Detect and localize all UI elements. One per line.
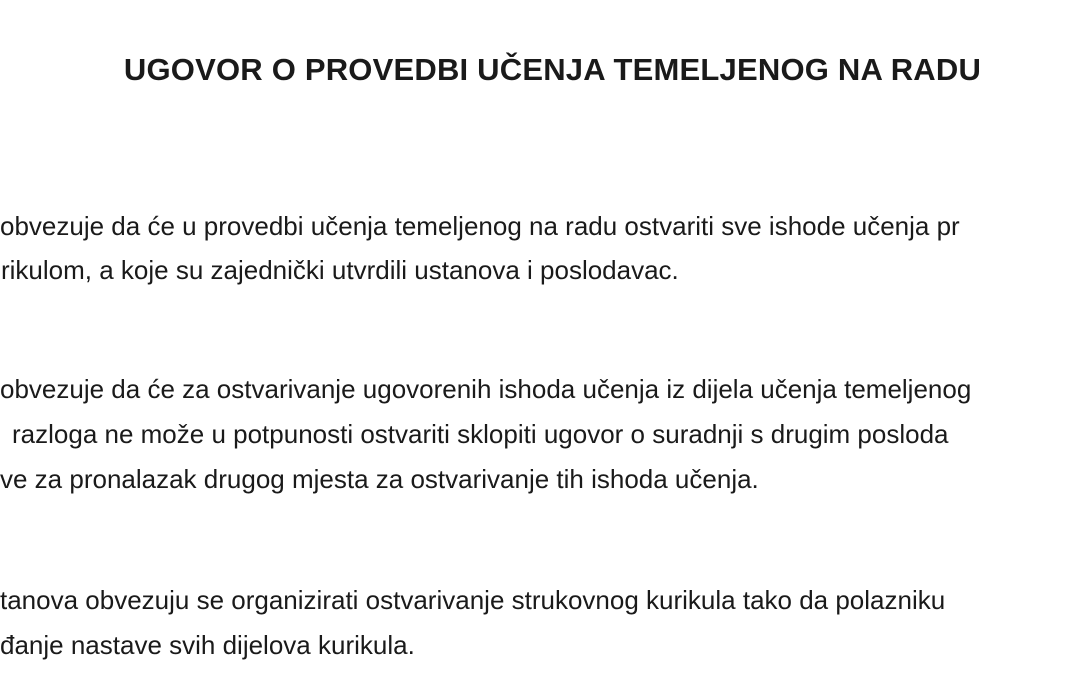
paragraph-line: tanova obvezuju se organizirati ostvarivanje strukovnog kurikula tako da polazniku (0, 585, 946, 615)
paragraph-line: razloga ne može u potpunosti ostvariti sklopiti ugovor o suradnji s drugim posloda (12, 419, 949, 449)
paragraph-line: đanje nastave svih dijelova kurikula. (0, 630, 415, 660)
document-title: UGOVOR O PROVEDBI UČENJA TEMELJENOG NA RADU (123, 52, 982, 87)
paragraph-line: obvezuje da će za ostvarivanje ugovorenih ishoda učenja iz dijela učenja temeljenog (0, 374, 972, 404)
paragraph-line: ve za pronalazak drugog mjesta za ostvarivanje tih ishoda učenja. (0, 464, 759, 494)
paragraph-line: rikulom, a koje su zajednički utvrdili ustanova i poslodavac. (1, 255, 679, 285)
paragraph-line: obvezuje da će u provedbi učenja temeljenog na radu ostvariti sve ishode učenja pr (0, 211, 960, 241)
